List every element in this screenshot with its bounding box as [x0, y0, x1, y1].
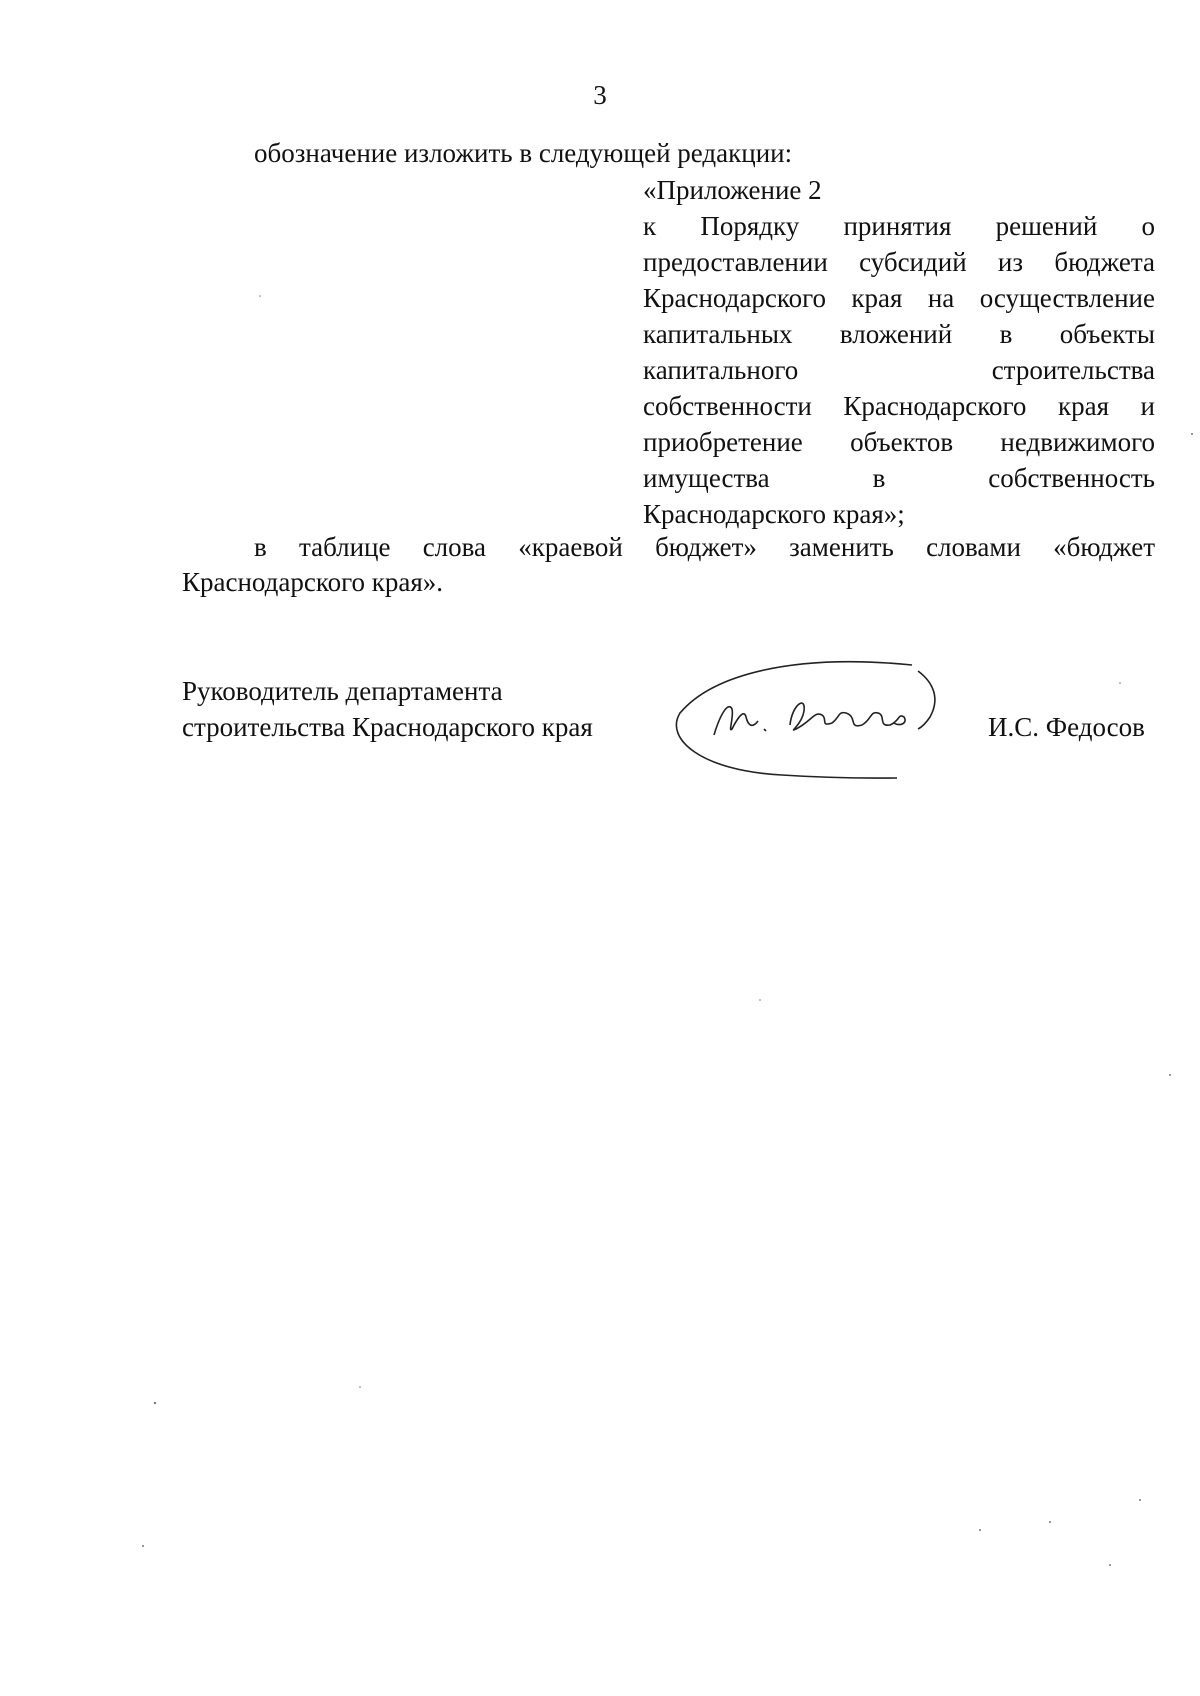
- appendix-word: предоставлении: [643, 247, 828, 277]
- appendix-line: [643, 172, 1155, 208]
- paragraph-word: заменить: [789, 532, 894, 562]
- appendix-word: решений: [995, 211, 1098, 241]
- appendix-word: принятия: [843, 211, 952, 241]
- appendix-word: на: [927, 283, 955, 313]
- appendix-word: объекты: [1059, 319, 1155, 349]
- appendix-word: недвижимого: [1000, 427, 1155, 457]
- paragraph-word: [182, 529, 267, 565]
- appendix-word: в: [872, 463, 886, 493]
- appendix-word: имущества: [643, 463, 770, 493]
- paragraph-word: таблице: [298, 532, 391, 562]
- appendix-line: [643, 460, 1155, 496]
- appendix-word: Краснодарского: [643, 283, 827, 313]
- signatory-name: И.С. Федосов: [988, 712, 1145, 742]
- appendix-word: Порядку: [700, 211, 800, 241]
- intro-line: обозначение изложить в следующей редакции:: [254, 138, 793, 168]
- appendix-word: собственность: [988, 463, 1155, 493]
- appendix-word: собственности: [643, 391, 812, 421]
- appendix-line: [643, 388, 1155, 424]
- appendix-word: края: [851, 283, 903, 313]
- appendix-word: осуществление: [979, 283, 1155, 313]
- appendix-word: в: [999, 319, 1013, 349]
- appendix-word: и: [1140, 391, 1155, 421]
- appendix-line: [643, 280, 1155, 316]
- table-replacement-line-end: Краснодарского края».: [182, 567, 444, 597]
- handwritten-signature: [672, 655, 972, 795]
- paragraph-word: «краевой: [518, 532, 623, 562]
- appendix-line: [643, 208, 1155, 244]
- page-number: 3: [593, 80, 607, 110]
- appendix-word: Краснодарского края»;: [643, 499, 905, 529]
- appendix-header: [643, 172, 1155, 532]
- appendix-word: «Приложение 2: [643, 175, 822, 205]
- appendix-word: края: [1057, 391, 1109, 421]
- signatory-position: [182, 673, 593, 745]
- paragraph-word: «бюджет: [1053, 532, 1155, 562]
- position-line: Руководитель департамента: [182, 676, 503, 706]
- appendix-word: субсидий: [859, 247, 967, 277]
- appendix-word: капитального: [643, 355, 799, 385]
- appendix-word: о: [1141, 211, 1155, 241]
- paragraph-word: словами: [926, 532, 1021, 562]
- appendix-line: [643, 496, 1155, 532]
- appendix-line: [643, 352, 1155, 388]
- appendix-word: строительства: [991, 355, 1155, 385]
- appendix-word: бюджета: [1054, 247, 1155, 277]
- appendix-word: из: [997, 247, 1024, 277]
- appendix-word: капитальных: [643, 319, 793, 349]
- appendix-word: вложений: [839, 319, 953, 349]
- appendix-word: приобретение: [643, 427, 803, 457]
- appendix-line: [643, 244, 1155, 280]
- appendix-line: [643, 316, 1155, 352]
- appendix-word: объектов: [850, 427, 954, 457]
- paragraph-word: слова: [422, 532, 487, 562]
- paragraph-word: бюджет»: [655, 532, 757, 562]
- appendix-word: к: [643, 211, 657, 241]
- paragraph-word-text: в: [254, 532, 267, 562]
- appendix-word: Краснодарского: [843, 391, 1027, 421]
- table-replacement-line: [182, 529, 1155, 565]
- appendix-line: [643, 424, 1155, 460]
- position-line: строительства Краснодарского края: [182, 712, 593, 742]
